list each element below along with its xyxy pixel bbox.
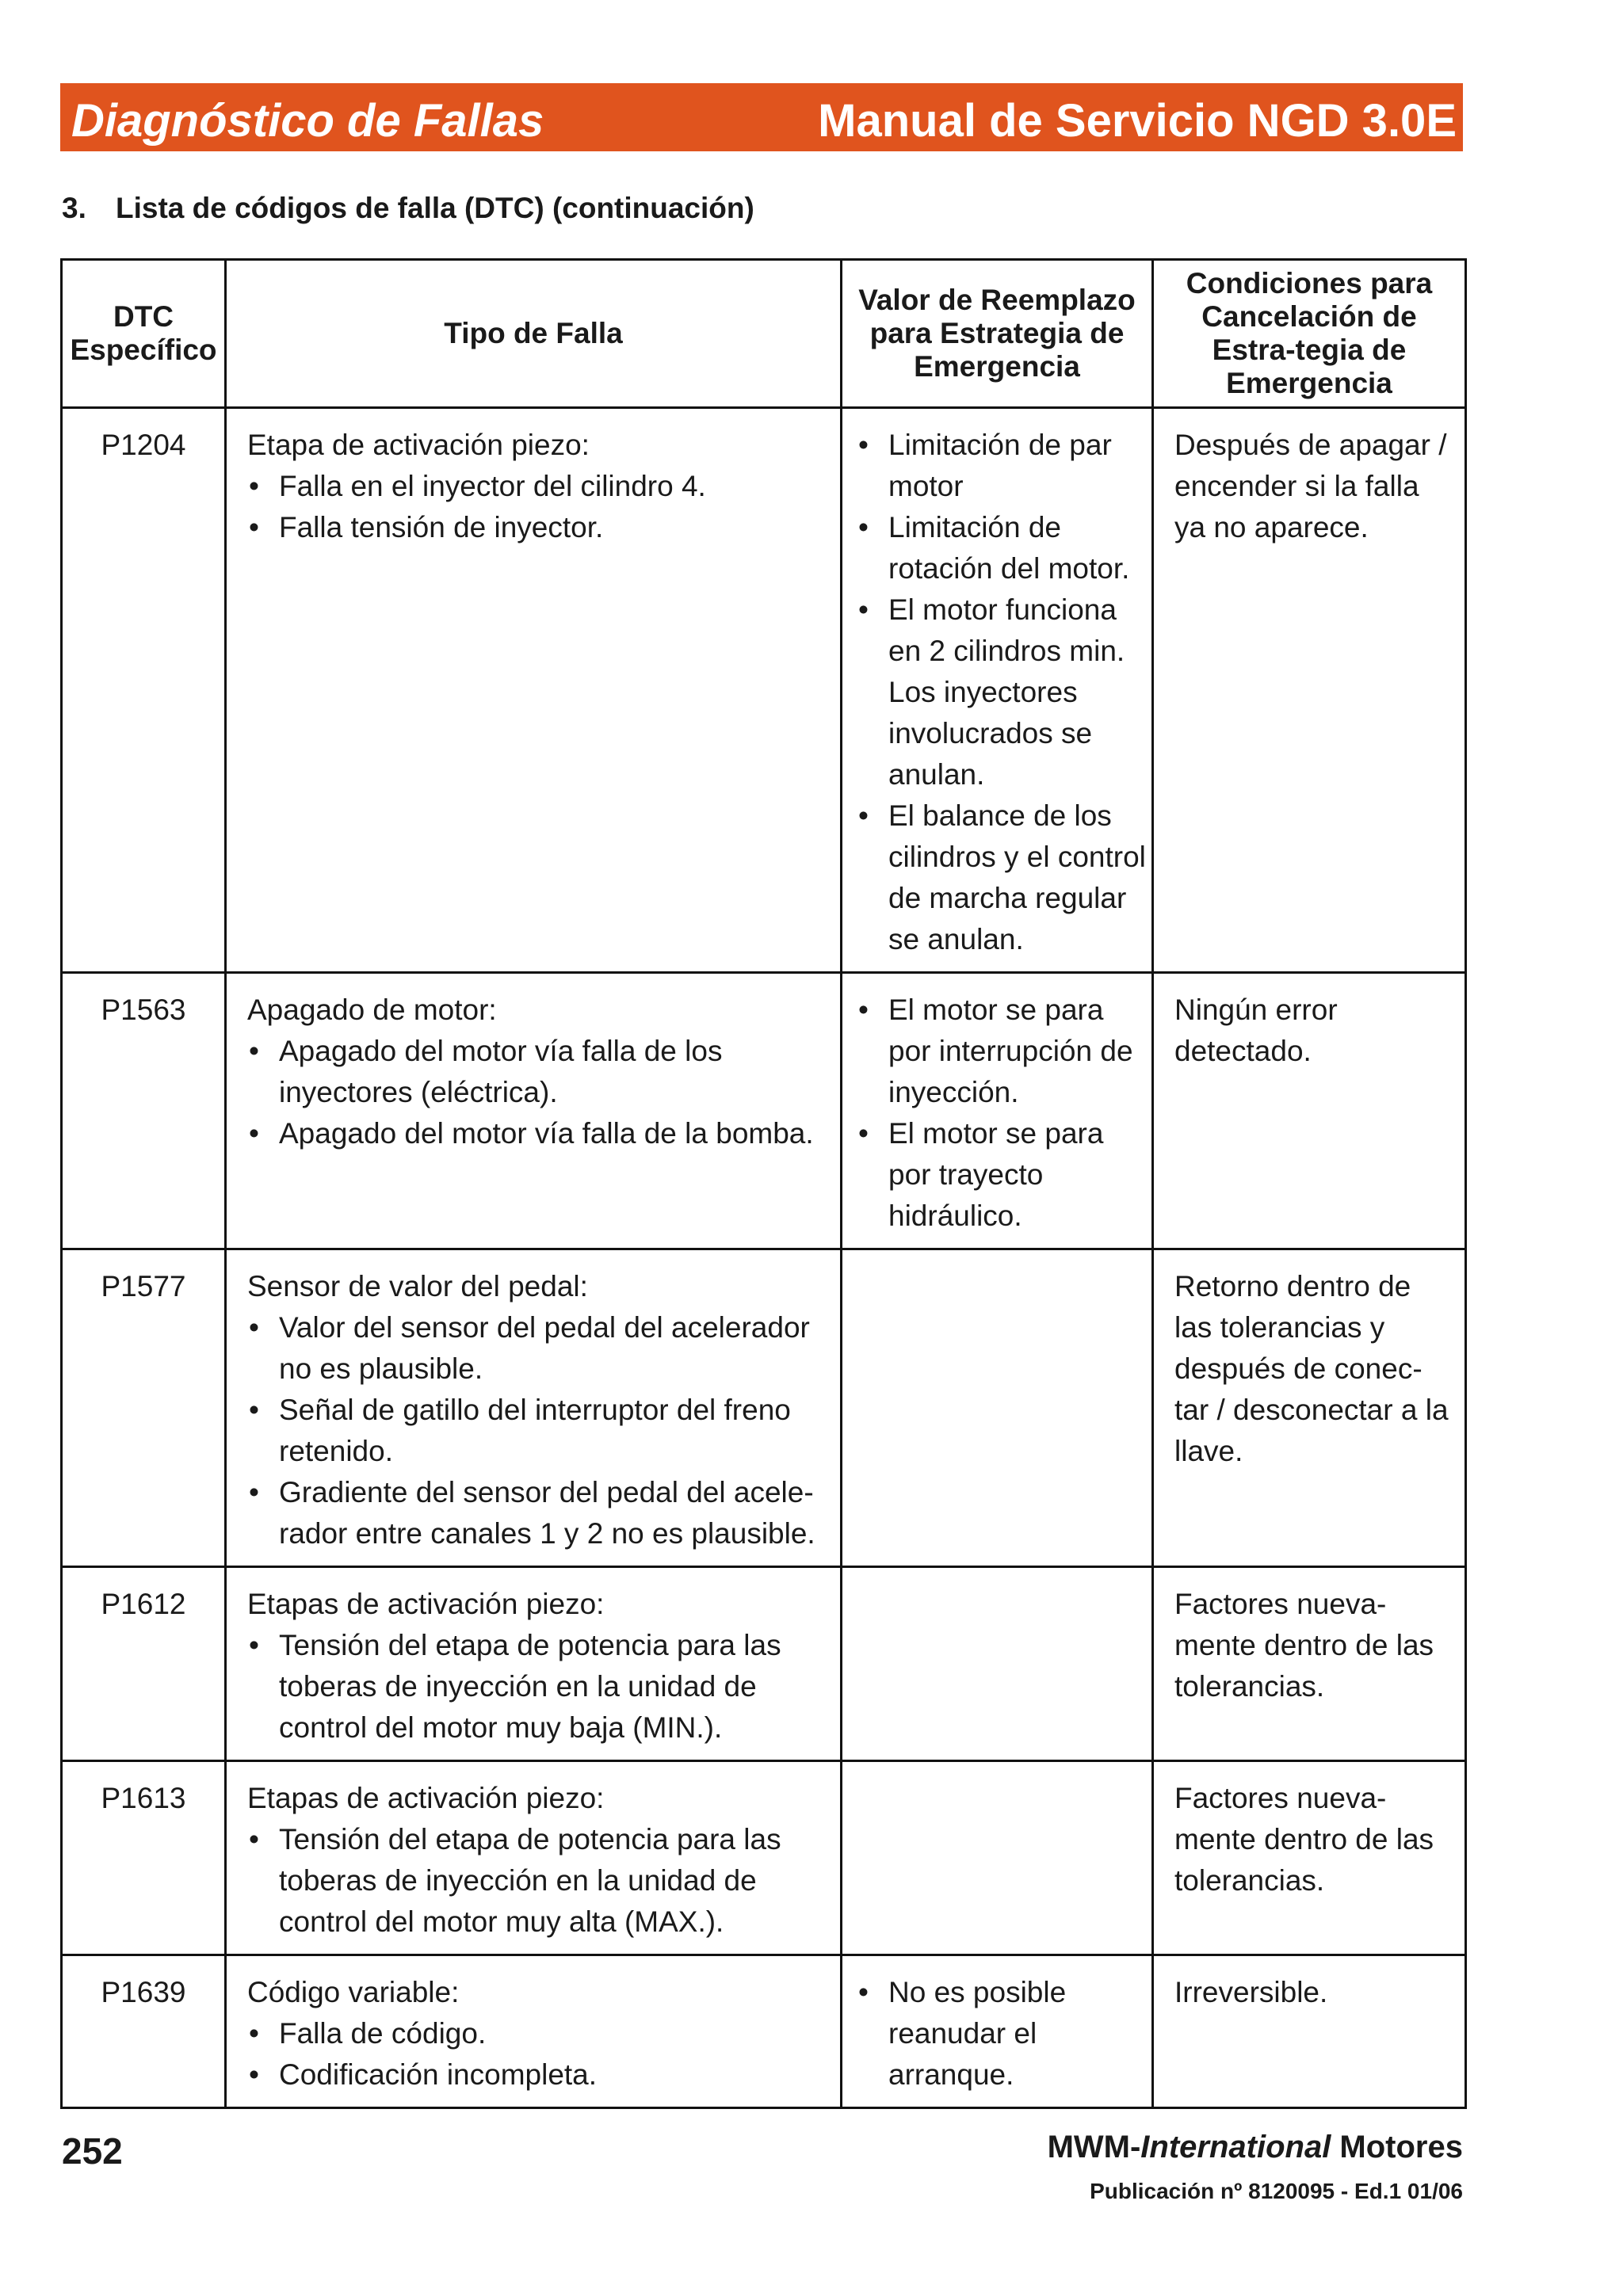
replacement-items-list — [857, 425, 1147, 960]
replacement-item: • No es posible reanudar el arranque. — [857, 1972, 1147, 2096]
table-header-row — [62, 260, 1466, 408]
replacement-item: • El motor funciona en 2 cilindros min. Los inyectores involucrados se anulan. — [857, 589, 1147, 795]
fault-items-list — [247, 1625, 829, 1749]
fault-item: • Tensión del etapa de potencia para las toberas de inyección en la unidad de control del motor muy baja (MIN.). — [247, 1625, 829, 1749]
section-title-text: Lista de códigos de falla (DTC) (continuación) — [116, 192, 754, 224]
fault-type-cell — [226, 1249, 842, 1567]
dtc-code: P1204 — [62, 408, 226, 973]
cancellation-conditions-cell: Ningún error detectado. — [1153, 973, 1466, 1249]
replacement-value-cell — [842, 1955, 1153, 2108]
table-row — [62, 973, 1466, 1249]
fault-item: • Tensión del etapa de potencia para las toberas de inyección en la unidad de control del motor muy alta (MAX.). — [247, 1819, 829, 1943]
dtc-code: P1577 — [62, 1249, 226, 1567]
fault-item: • Falla de código. — [247, 2013, 829, 2054]
replacement-item: • Limitación de par motor — [857, 425, 1147, 507]
fault-type-cell — [226, 1567, 842, 1761]
table-row — [62, 1955, 1466, 2108]
replacement-items-list — [857, 1972, 1147, 2096]
cancellation-conditions-cell: Después de apagar / encender si la falla ya no aparece. — [1153, 408, 1466, 973]
publication-info: Publicación nº 8120095 - Ed.1 01/06 — [1090, 2179, 1463, 2203]
fault-title: Etapas de activación piezo: — [247, 1588, 605, 1620]
dtc-code: P1612 — [62, 1567, 226, 1761]
fault-item: • Falla en el inyector del cilindro 4. — [247, 466, 829, 507]
fault-items-list — [247, 466, 829, 548]
fault-title: Código variable: — [247, 1976, 460, 2008]
table-row — [62, 1567, 1466, 1761]
replacement-value-cell — [842, 1249, 1153, 1567]
fault-title: Etapas de activación piezo: — [247, 1782, 605, 1814]
replacement-item: • El motor se para por interrupción de inyección. — [857, 990, 1147, 1113]
replacement-item: • El motor se para por trayecto hidráulico. — [857, 1113, 1147, 1237]
header-fault-type: Tipo de Falla — [226, 260, 842, 408]
fault-items-list — [247, 1031, 829, 1154]
replacement-value-cell — [842, 973, 1153, 1249]
header-left-title: Diagnóstico de Fallas — [71, 95, 544, 147]
fault-title: Sensor de valor del pedal: — [247, 1270, 588, 1302]
cancellation-conditions-cell: Retorno dentro de las tolerancias y después de conec-tar / desconectar a la llave. — [1153, 1249, 1466, 1567]
fault-title: Apagado de motor: — [247, 994, 497, 1026]
fault-item: • Apagado del motor vía falla de la bomba. — [247, 1113, 829, 1154]
section-number: 3. — [62, 192, 86, 224]
fault-type-cell — [226, 1955, 842, 2108]
fault-type-cell — [226, 408, 842, 973]
publisher-italic: International — [1140, 2130, 1331, 2164]
fault-type-cell — [226, 1761, 842, 1955]
fault-item: • Señal de gatillo del interruptor del freno retenido. — [247, 1390, 829, 1472]
fault-items-list — [247, 2013, 829, 2096]
replacement-item: • Limitación de rotación del motor. — [857, 507, 1147, 589]
dtc-code: P1563 — [62, 973, 226, 1249]
fault-items-list — [247, 1819, 829, 1943]
header-cancellation-conditions: Condiciones para Cancelación de Estra-tegia de Emergencia — [1153, 260, 1466, 408]
dtc-table — [60, 258, 1467, 2109]
dtc-code: P1639 — [62, 1955, 226, 2108]
replacement-value-cell — [842, 408, 1153, 973]
header-replacement-value: Valor de Reemplazo para Estrategia de Emergencia — [842, 260, 1153, 408]
replacement-items-list — [857, 990, 1147, 1237]
replacement-value-cell — [842, 1761, 1153, 1955]
page-number: 252 — [62, 2130, 123, 2172]
table-row — [62, 1249, 1466, 1567]
fault-item: • Apagado del motor vía falla de los inyectores (eléctrica). — [247, 1031, 829, 1113]
table-row — [62, 408, 1466, 973]
fault-items-list — [247, 1307, 829, 1554]
cancellation-conditions-cell: Factores nueva-mente dentro de las tolerancias. — [1153, 1761, 1466, 1955]
section-title — [62, 192, 754, 225]
table-row — [62, 1761, 1466, 1955]
publisher — [1048, 2130, 1463, 2165]
fault-type-cell — [226, 973, 842, 1249]
fault-item: • Falla tensión de inyector. — [247, 507, 829, 548]
dtc-code: P1613 — [62, 1761, 226, 1955]
header-right-title: Manual de Servicio NGD 3.0E — [818, 95, 1457, 147]
fault-item: • Gradiente del sensor del pedal del acele-rador entre canales 1 y 2 no es plausible. — [247, 1472, 829, 1554]
fault-item: • Valor del sensor del pedal del acelerador no es plausible. — [247, 1307, 829, 1390]
cancellation-conditions-cell: Irreversible. — [1153, 1955, 1466, 2108]
replacement-item: • El balance de los cilindros y el control de marcha regular se anulan. — [857, 795, 1147, 960]
publisher-suffix: Motores — [1331, 2130, 1463, 2164]
header-bar — [60, 83, 1463, 151]
header-dtc: DTC Específico — [62, 260, 226, 408]
replacement-value-cell — [842, 1567, 1153, 1761]
cancellation-conditions-cell: Factores nueva-mente dentro de las tolerancias. — [1153, 1567, 1466, 1761]
fault-title: Etapa de activación piezo: — [247, 429, 590, 461]
fault-item: • Codificación incompleta. — [247, 2054, 829, 2096]
publisher-prefix: MWM- — [1047, 2130, 1141, 2164]
table-body — [62, 408, 1466, 2108]
